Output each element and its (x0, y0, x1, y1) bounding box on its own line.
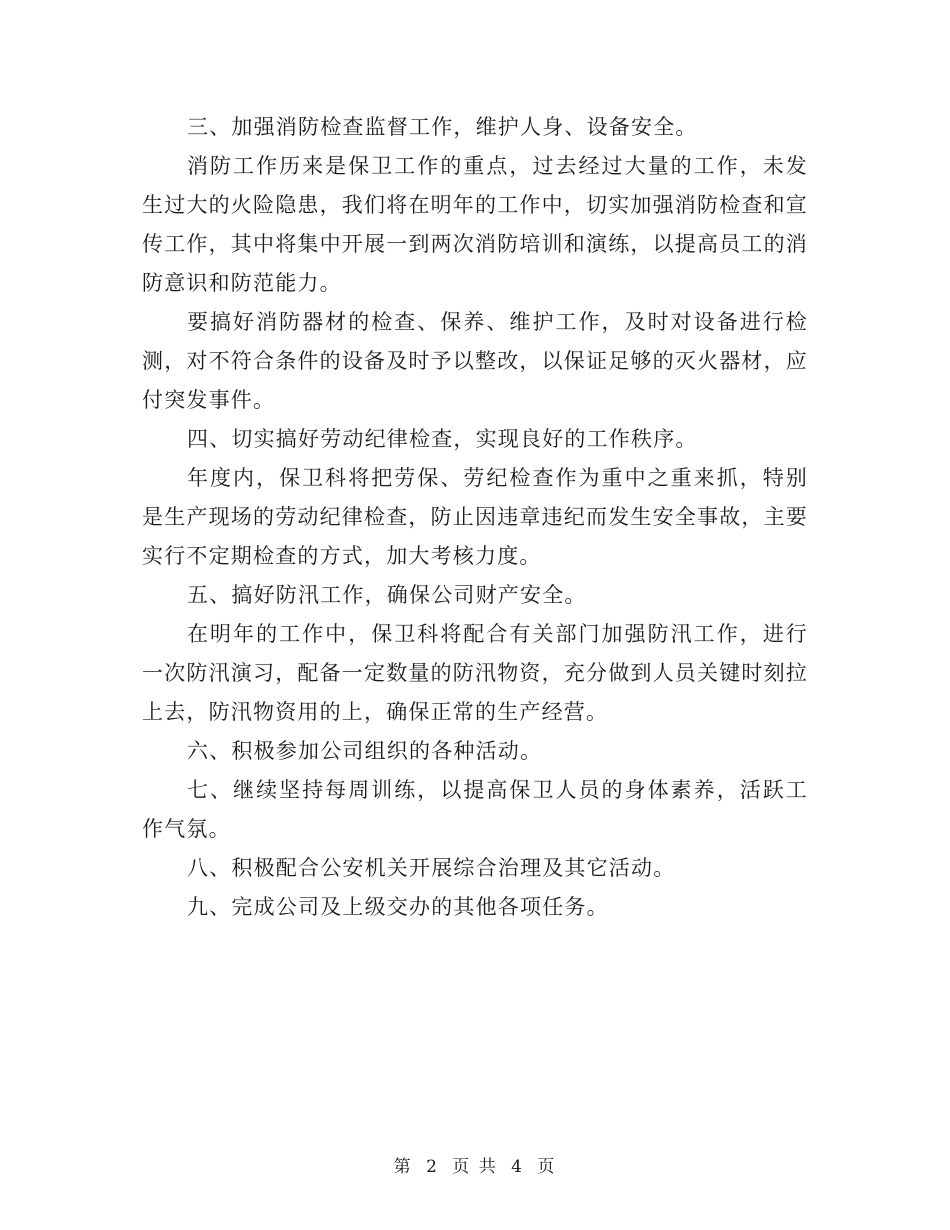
section-heading-5: 五、搞好防汛工作，确保公司财产安全。 (187, 583, 587, 607)
section-heading-6: 六、积极参加公司组织的各种活动。 (187, 739, 543, 763)
footer-suffix: 页 (537, 1157, 557, 1177)
page-footer (0, 1152, 950, 1177)
paragraph-fire-equipment: 要搞好消防器材的检查、保养、维护工作，及时对设备进行检测，对不符合条件的设备及时予以整改，以保证足够的灭火器材，应付突发事件。 (142, 310, 808, 412)
paragraph-flood-control: 在明年的工作中，保卫科将配合有关部门加强防汛工作，进行一次防汛演习，配备一定数量的防汛物资，充分做到人员关键时刻拉上去，防汛物资用的上，确保正常的生产经营。 (142, 622, 808, 724)
section-heading-8: 八、积极配合公安机关开展综合治理及其它活动。 (187, 856, 676, 880)
footer-total-pages: 4 (511, 1157, 524, 1177)
document-body (142, 108, 808, 927)
section-heading-4: 四、切实搞好劳动纪律检查，实现良好的工作秩序。 (187, 427, 698, 451)
section-heading-3: 三、加强消防检查监督工作，维护人身、设备安全。 (187, 115, 698, 139)
footer-current-page: 2 (426, 1157, 439, 1177)
section-heading-9: 九、完成公司及上级交办的其他各项任务。 (187, 895, 609, 919)
footer-middle: 页 共 (452, 1157, 498, 1177)
paragraph-labor-discipline: 年度内，保卫科将把劳保、劳纪检查作为重中之重来抓，特别是生产现场的劳动纪律检查，防止因违章违纪而发生安全事故，主要实行不定期检查的方式，加大考核力度。 (142, 466, 808, 568)
paragraph-fire-safety: 消防工作历来是保卫工作的重点，过去经过大量的工作，未发生过大的火险隐患，我们将在明年的工作中，切实加强消防检查和宣传工作，其中将集中开展一到两次消防培训和演练，以提高员工的消防意识和防范能力。 (142, 154, 808, 295)
section-heading-7: 七、继续坚持每周训练，以提高保卫人员的身体素养，活跃工作气氛。 (142, 778, 808, 841)
footer-prefix: 第 (393, 1157, 413, 1177)
